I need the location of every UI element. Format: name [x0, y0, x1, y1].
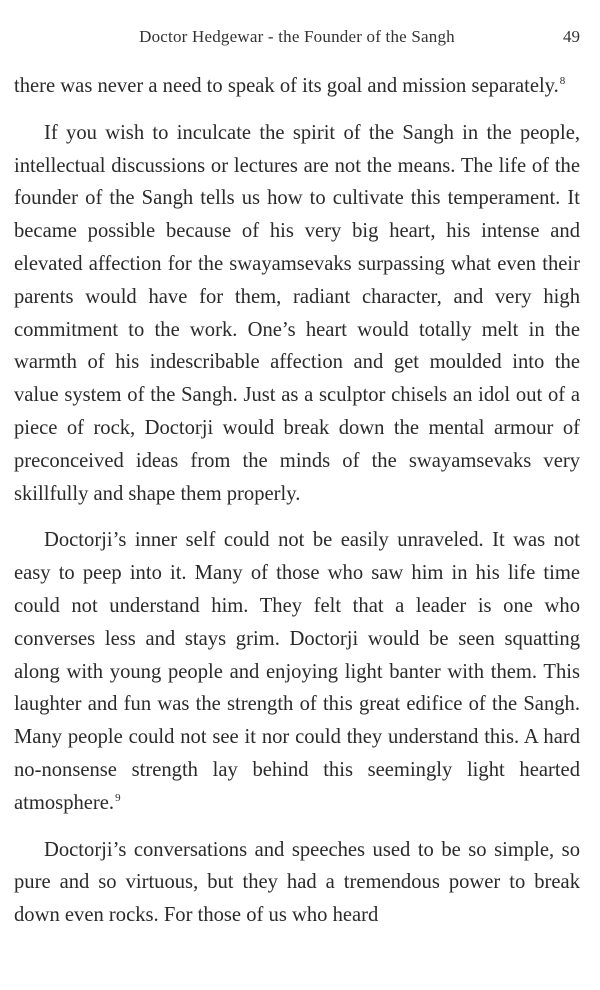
- paragraph-text: Doctorji’s inner self could not be easily unraveled. It was not easy to peep into it. Many of those who saw him in his life time could not understand him. They felt that a leader is one who converses less and stays grim. Doctorji would be seen squatting along with young people and enjoying light banter with them. This laughter and fun was the strength of this great edifice of the Sangh. Many people could not see it nor could they understand this. A hard no-nonsense strength lay behind this seemingly light hearted atmosphere.: [14, 529, 580, 814]
- paragraph-text: If you wish to inculcate the spirit of the Sangh in the people, intellectual discussions or lectures are not the means. The life of the founder of the Sangh tells us how to cultivate this temperament. It became possible because of his very big heart, his intense and elevated affection for the swayamsevaks surpassing what even their parents would have for them, radiant character, and very high commitment to the work. One’s heart would totally melt in the warmth of his indescribable affection and get moulded into the value system of the Sangh. Just as a sculptor chisels an idol out of a piece of rock, Doctorji would break down the mental armour of preconceived ideas from the minds of the swayamsevaks very skillfully and shape them properly.: [14, 121, 580, 505]
- running-header: [14, 0, 580, 60]
- footnote-marker: 8: [559, 75, 566, 88]
- paragraph: [14, 524, 580, 819]
- paragraph-text: there was never a need to speak of its goal and mission separately.: [14, 75, 559, 97]
- footnote-marker: 9: [115, 791, 121, 804]
- paragraph-text: Doctorji’s conversations and speeches used to be so simple, so pure and so virtuous, but they had a tremendous power to break down even rocks. For those of us who heard: [14, 838, 580, 927]
- running-title: Doctor Hedgewar - the Founder of the Sangh: [139, 27, 455, 46]
- paragraph-continued: [14, 70, 580, 103]
- body-text: [14, 70, 580, 932]
- page-number: 49: [563, 27, 580, 46]
- paragraph: [14, 117, 580, 511]
- paragraph: [14, 834, 580, 932]
